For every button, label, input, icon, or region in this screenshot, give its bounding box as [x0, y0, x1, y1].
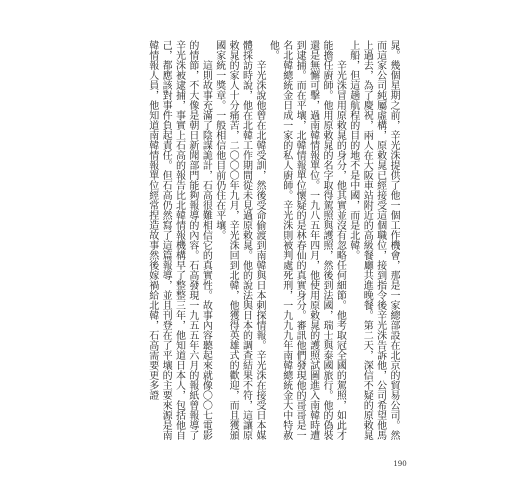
- paragraph: 晁。幾個星期之前，辛光洙提供了他一個工作機會，那是一家總部設在北京的貿易公司。然而這家公司純屬虛構，原敕晁已經接受這個職位，接到指令後辛光洙告訴他，公司希望他馬上過去，為了慶祝，兩人在大阪車站附近的高級餐廳共進晚餐。第二天，深信不疑的原敕晁上船，但這趟航程的目的地不是中國，而是北韓。: [347, 40, 399, 440]
- paragraph: 這則故事充滿了陰謀詭計，石高很難相信它的真實性。故事內容聽起來就像〇〇七電影的情節，不大像是朝日新聞部門能夠報導的內容。石高發現一九五五年六月的報紙曾報導了辛光洙被逮捕，事實上石高的報告比北韓情報機構早了整整三年，他知道日本人，包括他自己，都應該對事件負起責任。但石高仍然寫了這篇報導，並且刊登在了平壤的主要來源是南韓情報人員，他知道南韓情報單位經常捏造故事然後嫁禍給北韓，石高需要更多證: [146, 40, 212, 440]
- paragraph: 辛光洙冒用原敕晁的身分，他其實並沒有忽略任何細節。他考取冠全國的駕照，如此才能擔任廚師。他用原敕晁的名字取得駕照與護照，然後到法國，瑞士與泰國旅行。他的偽裝還是無懈可擊，過南韓情報單位。一九八五年四月，他使用原敕晁的護照試圖進入南韓時遭到逮捕。而在平壤，北韓情報單位懷疑的是林春仙的真實身分。審訊他們發現他的哥哥是一名北韓總統金日成一家的私人廚師。辛光洙則被判處死刑，一九九九年南韓總統金大中特赦他。: [267, 40, 346, 440]
- vertical-text-block: [128, 40, 400, 446]
- paragraph: 辛光洙說他曾在北韓受訓，然後受命偷渡到南韓與日本刺探情報。辛光洙在接受日本媒體採訪時說，他在北韓工作期間從未見過原敕晁。他的說法與日本的調查結果不符，這讓原敕晁的家人十分痛苦，二〇〇〇年九月，辛光洙回到北韓，他獲得英雄式的歡迎，而且獲頒國家統一獎章。一般相信他目前仍住在平壤。: [213, 40, 265, 440]
- page-number: 190: [393, 460, 407, 468]
